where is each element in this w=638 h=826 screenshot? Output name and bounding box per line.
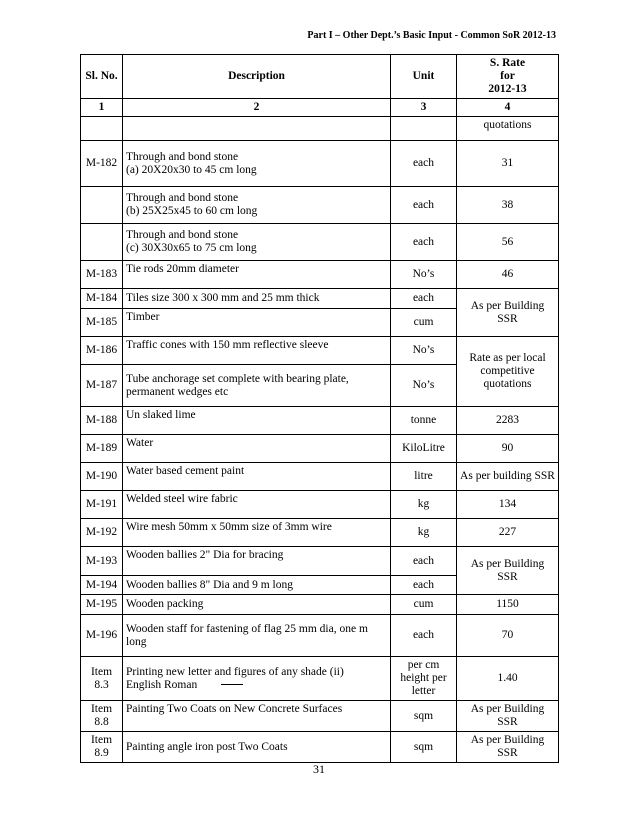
description-line: (a) 20X20x30 to 45 cm long [126,163,257,176]
rate-line: As per Building [470,557,545,570]
description: Traffic cones with 150 mm reflective sleeve [123,337,391,365]
column-number: 1 [81,99,123,117]
description: Wire mesh 50mm x 50mm size of 3mm wire [123,519,391,547]
column-number-row [81,99,559,117]
rate [457,337,559,407]
description: Welded steel wire fabric [123,491,391,519]
table-row [81,595,559,615]
rate-header-line: for [500,70,515,82]
sl-no: M-185 [81,309,123,337]
sl-no: Item 8.9 [81,732,123,763]
sl-no: M-195 [81,595,123,615]
unit: No’s [391,365,457,407]
table-row [81,117,559,141]
unit-line: per cm [407,659,440,671]
underline-mark [221,684,243,685]
unit: No’s [391,337,457,365]
rate: 38 [457,187,559,224]
rate [457,547,559,595]
description-line: (c) 30X30x65 to 75 cm long [126,242,257,254]
description: Painting Two Coats on New Concrete Surfaces [123,701,391,732]
column-header-slno: Sl. No. [81,55,123,99]
table-row [81,261,559,289]
description [123,657,391,701]
table-row [81,615,559,657]
sl-no: M-189 [81,435,123,463]
rate: 31 [457,141,559,187]
unit [391,657,457,701]
column-header-unit: Unit [391,55,457,99]
description-line: English Roman [126,679,387,692]
table-row [81,732,559,763]
description [123,224,391,261]
rate: 134 [457,491,559,519]
sl-no: M-188 [81,407,123,435]
table-row [81,187,559,224]
table-row [81,435,559,463]
rate-line: SSR [497,747,518,759]
description: Wooden ballies 2" Dia for bracing [123,547,391,576]
rate: 90 [457,435,559,463]
description-line: Tube anchorage set complete with bearing plate, [126,372,349,385]
sl-no: M-182 [81,141,123,187]
column-header-description: Description [123,55,391,99]
description: Un slaked lime [123,407,391,435]
unit-line: height per [400,672,447,684]
description-line: (b) 25X25x45 to 60 cm long [126,205,258,217]
rate-line: quotations [483,378,532,390]
unit: cum [391,309,457,337]
description [123,615,391,657]
description: Painting angle iron post Two Coats [123,732,391,763]
sl-no: M-196 [81,615,123,657]
rate-line: SSR [497,716,518,728]
table-row [81,141,559,187]
unit: each [391,576,457,595]
rate: 227 [457,519,559,547]
unit: each [391,615,457,657]
description-line: Printing new letter and figures of any shade (ii) [126,665,344,678]
rate: 56 [457,224,559,261]
description: Tiles size 300 x 300 mm and 25 mm thick [123,289,391,309]
sl-no: M-194 [81,576,123,595]
column-header-rate [457,55,559,99]
rate: 1150 [457,595,559,615]
rate-line: competitive [480,365,535,377]
rate: 1.40 [457,657,559,701]
unit: cum [391,595,457,615]
unit: litre [391,463,457,491]
rate: As per building SSR [457,463,559,491]
unit: each [391,547,457,576]
rate-line: As per Building [470,734,545,746]
unit: sqm [391,701,457,732]
description [123,365,391,407]
page-number: 31 [313,762,325,776]
sl-no: M-184 [81,289,123,309]
rate [457,732,559,763]
sl-no: M-186 [81,337,123,365]
rate-line: Rate as per local [469,352,546,364]
sl-no: Item 8.8 [81,701,123,732]
unit-line: letter [411,685,436,697]
table-row [81,337,559,365]
table-row [81,547,559,576]
unit: sqm [391,732,457,763]
description-line: Through and bond stone [126,150,239,163]
table-row [81,289,559,309]
column-number: 2 [123,99,391,117]
description: Tie rods 20mm diameter [123,261,391,289]
description: Wooden packing [123,595,391,615]
unit: KiloLitre [391,435,457,463]
rate [457,701,559,732]
page-header: Part I – Other Dept.’s Basic Input - Common SoR 2012-13 [307,30,556,41]
unit: each [391,224,457,261]
description: Timber [123,309,391,337]
rate: 2283 [457,407,559,435]
sl-no: Item 8.3 [81,657,123,701]
column-number: 4 [457,99,559,117]
rate [457,289,559,337]
sl-no: M-187 [81,365,123,407]
unit: each [391,187,457,224]
description [123,141,391,187]
description-line: permanent wedges etc [126,385,229,398]
unit: tonne [391,407,457,435]
table-row [81,491,559,519]
table-row [81,407,559,435]
sl-no: M-190 [81,463,123,491]
unit: kg [391,491,457,519]
table-header-row [81,55,559,99]
carry-over-text: quotations [457,117,559,141]
description: Wooden ballies 8" Dia and 9 m long [123,576,391,595]
rate-header-line: 2012-13 [488,83,527,95]
table-row [81,224,559,261]
sl-no: M-192 [81,519,123,547]
description [123,187,391,224]
description-line: Through and bond stone [126,192,239,204]
description-line: Wooden staff for fastening of flag 25 mm dia, one m [126,622,368,635]
sl-no: M-193 [81,547,123,576]
unit: kg [391,519,457,547]
unit: each [391,141,457,187]
table-row [81,701,559,732]
description-line: long [126,635,147,648]
rate-line: As per Building [470,703,545,715]
rate-line: As per Building [470,299,545,312]
rate: 46 [457,261,559,289]
rate: 70 [457,615,559,657]
rates-table [80,54,559,763]
unit: No’s [391,261,457,289]
sl-no: M-183 [81,261,123,289]
table-row [81,519,559,547]
description: Water based cement paint [123,463,391,491]
rate-line: SSR [497,312,518,325]
rate-line: SSR [497,570,518,583]
sl-no: M-191 [81,491,123,519]
table-row [81,657,559,701]
column-number: 3 [391,99,457,117]
description: Water [123,435,391,463]
unit: each [391,289,457,309]
table-row [81,463,559,491]
description-line: Through and bond stone [126,229,239,241]
rate-header-line: S. Rate [489,57,526,69]
